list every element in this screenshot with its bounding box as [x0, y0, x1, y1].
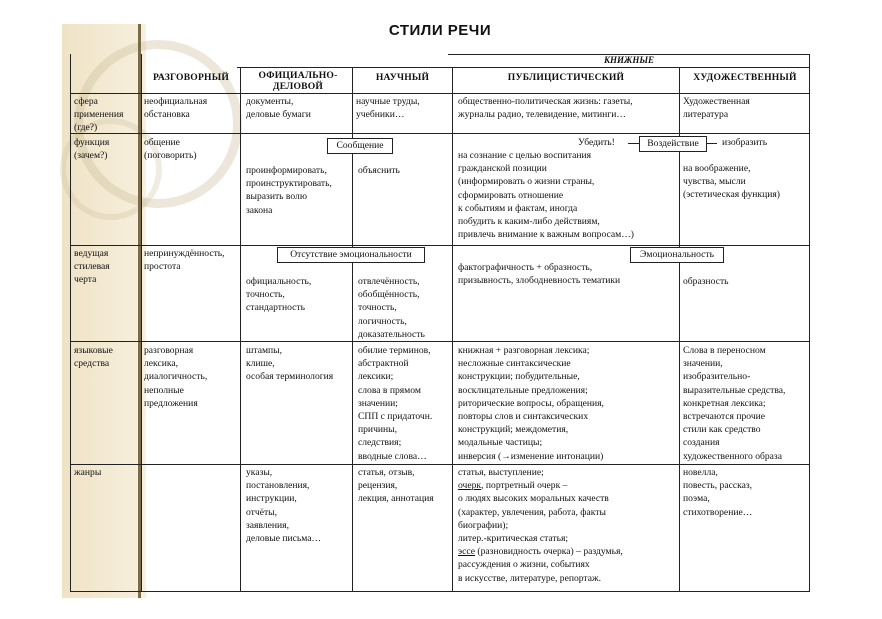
table-line [70, 341, 810, 342]
cell-sredstva-razg: разговорная лексика, диалогичность, неполные предложения [144, 345, 208, 409]
row-label-sfera: сфера применения (где?) [74, 96, 124, 134]
cell-sredstva-nauch: обилие терминов, абстрактной лексики; слова в прямом значении; СПП с придаточн. причины, следствия; вводные слова… [358, 345, 433, 462]
cell-zhanry-publ [458, 466, 678, 585]
box-otsutstvie-emocionalnosti: Отсутствие эмоциональности [277, 247, 425, 263]
cell-funkcia-ubedit: Убедить! [578, 137, 615, 148]
column-header-hudozhestvenny: ХУДОЖЕСТВЕННЫЙ [693, 72, 797, 83]
column-header-publicistichesky: ПУБЛИЦИСТИЧЕСКИЙ [507, 72, 625, 83]
cell-zhanry-hud: новелла, повесть, рассказ, поэма, стихотворение… [683, 467, 753, 518]
row-label-zhanry: жанры [74, 467, 102, 478]
cell-cherta-razg: непринуждённость, простота [144, 248, 225, 273]
zhanry-publ-line2: , портретный очерк – о людях высоких моральных качеств (характер, увлечения, работа, факты биографии); литер.-критическая статья; [458, 480, 609, 545]
zhanry-publ-esse: эссе [458, 546, 476, 558]
table-line [70, 133, 810, 134]
cell-cherta-hud: образность [683, 276, 729, 287]
styles-table [70, 54, 810, 592]
cell-sredstva-ofic: штампы, клише, особая терминология [246, 345, 334, 383]
cell-funkcia-hud: на воображение, чувства, мысли (эстетическая функция) [683, 163, 780, 201]
page-title: СТИЛИ РЕЧИ [388, 22, 492, 39]
cell-zhanry-nauch: статья, отзыв, рецензия, лекция, аннотация [358, 467, 434, 505]
table-line [141, 54, 142, 592]
cell-sredstva-hud: Слова в переносном значении, изобразительно- выразительные средства, конкретная лексика; встречаются прочие стили как средство создания художественного образа [683, 345, 786, 462]
table-line [237, 67, 810, 68]
box-soobshenie: Сообщение [327, 138, 393, 154]
table-line [452, 67, 453, 592]
table-line [70, 464, 810, 465]
row-label-sredstva: языковые средства [74, 345, 113, 370]
cell-sfera-publ: общественно-политическая жизнь: газеты, журналы радио, телевидение, митинги… [458, 96, 633, 121]
cell-funkcia-nauch: объяснить [358, 165, 400, 176]
table-line [70, 93, 810, 94]
cell-cherta-publ: фактографичность + образность, призывность, злободневность тематики [458, 262, 621, 287]
arrow-line [707, 143, 717, 144]
row-label-cherta: ведущая стилевая черта [74, 248, 110, 286]
column-header-oficialno-delovoy: ОФИЦИАЛЬНО-ДЕЛОВОЙ [258, 70, 338, 92]
table-line [70, 591, 810, 592]
cell-cherta-nauch: отвлечённость, обобщённость, точность, логичность, доказательность [358, 276, 425, 340]
cell-zhanry-ofic: указы, постановления, инструкции, отчёты, заявления, деловые письма… [246, 467, 322, 545]
zhanry-publ-ocherk: очерк [458, 480, 482, 492]
cell-sfera-nauch: научные труды, учебники… [356, 96, 420, 121]
group-header-knizhnye: КНИЖНЫЕ [603, 55, 655, 65]
cell-sfera-razg: неофициальная обстановка [144, 96, 208, 121]
cell-funkcia-razg: общение (поговорить) [144, 137, 197, 162]
table-line [240, 67, 241, 592]
column-header-nauchny: НАУЧНЫЙ [375, 72, 430, 83]
box-emocionalnost: Эмоциональность [630, 247, 724, 263]
cell-funkcia-izobrazit: изобразить [722, 137, 768, 148]
table-line [70, 245, 810, 246]
table-line [70, 54, 71, 592]
zhanry-publ-line3: (разновидность очерка) – раздумья, рассуждения о жизни, событиях в искусстве, литературе, репортаж. [458, 546, 623, 584]
cell-sfera-hud: Художественная литература [683, 96, 750, 121]
box-vozdeistvie: Воздействие [639, 136, 707, 152]
table-line [809, 54, 810, 592]
cell-sredstva-publ: книжная + разговорная лексика; несложные синтаксические конструкции; побудительные, восклицательные предложения; риторические вопросы, обращения, повторы слов и синтаксических конструкций; междометия, модальные частицы; инверсия (→изменение интонации) [458, 345, 604, 462]
row-label-funkcia: функция (зачем?) [74, 137, 110, 162]
cell-funkcia-publ: на сознание с целью воспитания гражданской позиции (информировать о жизни страны, сформировать отношение к событиям и фактам, иногда побудить к каким-либо действиям, привлечь внимание к важным вопросам…) [458, 150, 634, 241]
column-header-razgovorny: РАЗГОВОРНЫЙ [153, 72, 229, 83]
zhanry-publ-line1: статья, выступление; [458, 467, 544, 478]
cell-sfera-ofic: документы, деловые бумаги [246, 96, 311, 121]
cell-cherta-ofic: официальность, точность, стандартность [246, 276, 312, 314]
cell-funkcia-ofic: проинформировать, проинструктировать, выразить волю закона [246, 165, 332, 216]
